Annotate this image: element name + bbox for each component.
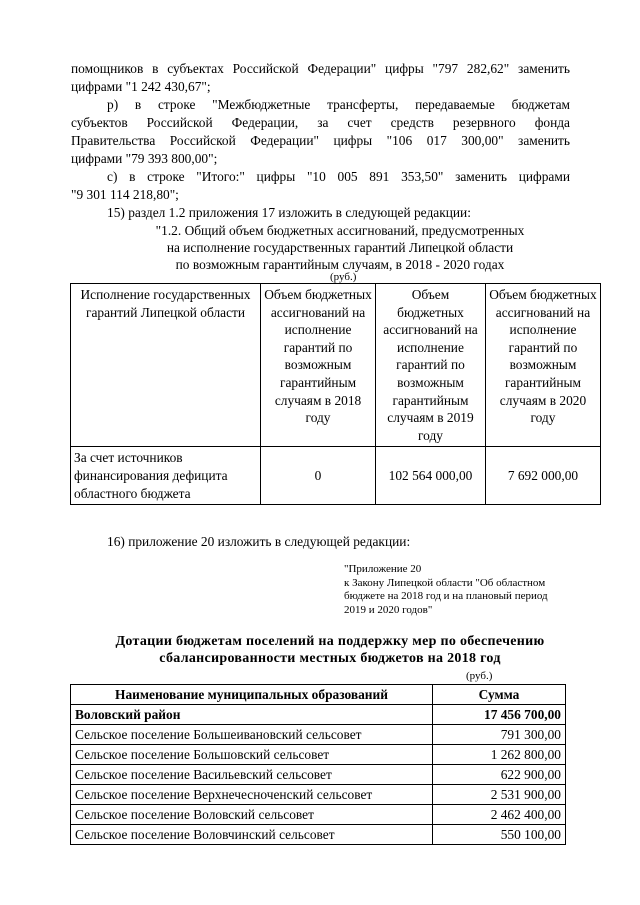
guarantees-table [70, 283, 601, 505]
value-2020: 7 692 000,00 [485, 447, 600, 505]
municipality-sum: 2 531 900,00 [433, 785, 566, 805]
municipality-name: Сельское поселение Верхнечесноченский сельсовет [71, 785, 433, 805]
value-2018: 0 [261, 447, 376, 505]
appendix-note [344, 563, 548, 617]
municipality-sum: 622 900,00 [433, 765, 566, 785]
paragraph-line: с) в строке "Итого:" цифры "10 005 891 353,50" заменить цифрами [107, 169, 570, 184]
municipality-sum: 2 462 400,00 [433, 805, 566, 825]
header-name: Наименование муниципальных образований [71, 685, 433, 705]
table-header-cell: Объем бюджетных ассигнований на исполнение гарантий по возможным гарантийным случаям в 2018 году [261, 284, 376, 447]
table-header-cell: Исполнение государственных гарантий Липецкой области [71, 284, 261, 447]
table-row [71, 705, 566, 725]
table-row [71, 725, 566, 745]
subsidies-table [70, 684, 566, 845]
value-2019: 102 564 000,00 [376, 447, 486, 505]
note-line: бюджете на 2018 год и на плановый период [344, 590, 548, 603]
note-line: к Закону Липецкой области "Об областном [344, 576, 546, 589]
table-row [71, 745, 566, 765]
municipality-name: Сельское поселение Большовский сельсовет [71, 745, 433, 765]
paragraph-line: цифрами "1 242 430,67"; [71, 79, 211, 94]
municipality-name: Сельское поселение Воловчинский сельсовет [71, 825, 433, 845]
unit-label: (руб.) [466, 670, 493, 682]
table-header-row [71, 284, 601, 447]
municipality-name: Сельское поселение Васильевский сельсовет [71, 765, 433, 785]
paragraph-line: р) в строке "Межбюджетные трансферты, передаваемые бюджетам [107, 97, 570, 112]
paragraph-line: "9 301 114 218,80"; [71, 187, 179, 202]
table-row [71, 805, 566, 825]
paragraph-line: цифрами "79 393 800,00"; [71, 151, 218, 166]
table-header-row [71, 685, 566, 705]
table-row [71, 825, 566, 845]
table-row [71, 785, 566, 805]
title-line: на исполнение государственных гарантий Липецкой области [166, 240, 514, 255]
section-1-2-title [80, 222, 600, 273]
municipality-name: Воловский район [71, 705, 433, 725]
municipality-sum: 791 300,00 [433, 725, 566, 745]
item-16-text: 16) приложение 20 изложить в следующей редакции: [107, 534, 411, 549]
municipality-name: Сельское поселение Воловский сельсовет [71, 805, 433, 825]
table-header-cell: Объем бюджетных ассигнований на исполнение гарантий по возможным гарантийным случаям в 2020 году [485, 284, 600, 447]
title-line: Дотации бюджетам поселений на поддержку мер по обеспечению [115, 634, 545, 649]
title-line: по возможным гарантийным случаям, в 2018 - 2020 годах [175, 257, 505, 272]
unit-label: (руб.) [330, 271, 357, 283]
note-line: "Приложение 20 [344, 563, 422, 575]
table-row [71, 447, 601, 505]
amendment-text [71, 60, 570, 222]
table-header-cell: Объем бюджетных ассигнований на исполнение гарантий по возможным гарантийным случаям в 2019 году [376, 284, 486, 447]
title-line: сбалансированности местных бюджетов на 2018 год [159, 651, 501, 666]
municipality-sum: 1 262 800,00 [433, 745, 566, 765]
note-line: 2019 и 2020 годов" [344, 603, 433, 616]
paragraph-line: Правительства Российской Федерации" цифры "106 017 300,00" заменить [71, 133, 570, 148]
paragraph-line: помощников в субъектах Российской Федерации" цифры "797 282,62" заменить [71, 61, 570, 76]
municipality-name: Сельское поселение Большеивановский сельсовет [71, 725, 433, 745]
table-row [71, 765, 566, 785]
municipality-sum: 17 456 700,00 [433, 705, 566, 725]
paragraph-line: 15) раздел 1.2 приложения 17 изложить в следующей редакции: [107, 205, 471, 220]
row-label: За счет источников финансирования дефицита областного бюджета [71, 447, 261, 505]
title-line: "1.2. Общий объем бюджетных ассигнований, предусмотренных [155, 223, 525, 238]
header-sum: Сумма [433, 685, 566, 705]
paragraph-line: субъектов Российской Федерации, за счет средств резервного фонда [71, 115, 570, 130]
subsidies-title [70, 633, 590, 667]
municipality-sum: 550 100,00 [433, 825, 566, 845]
